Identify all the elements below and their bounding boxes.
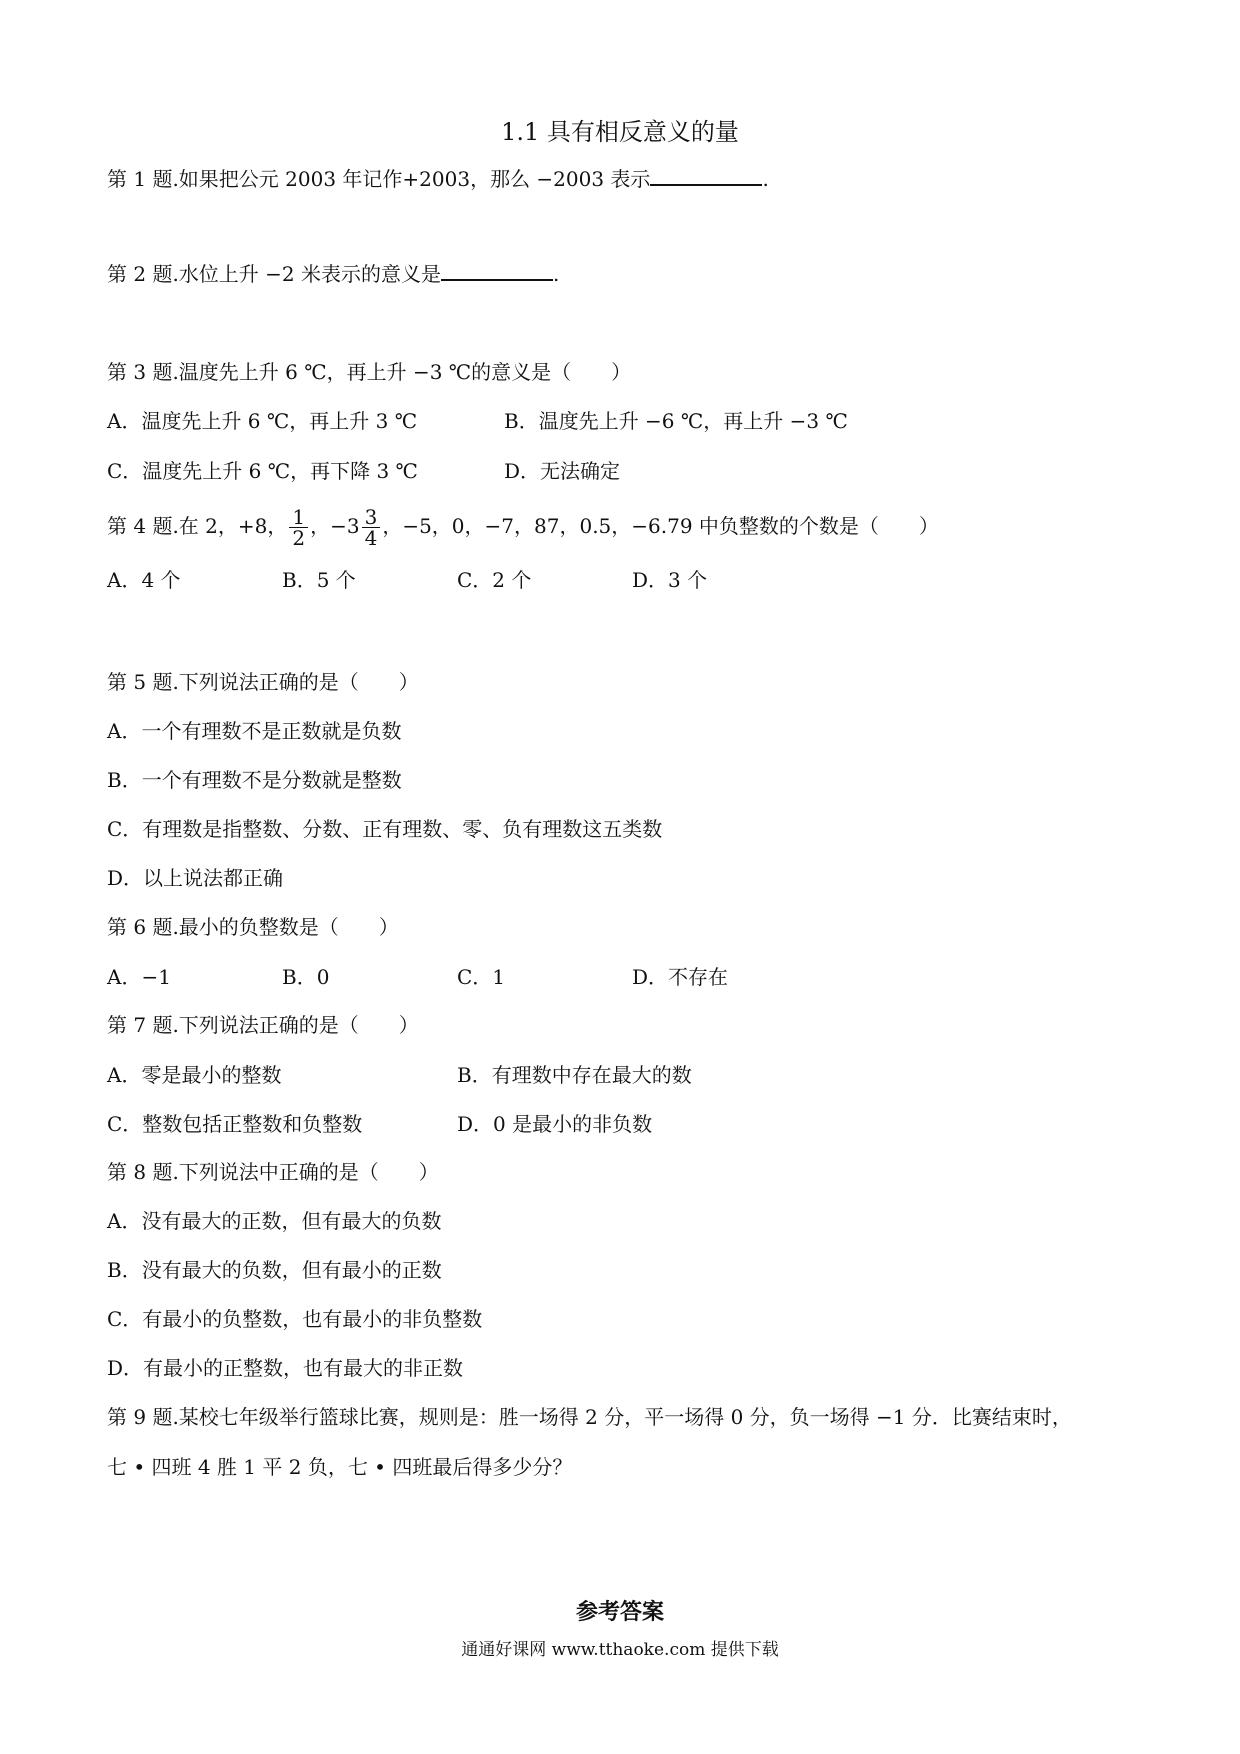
question-1-end: . — [762, 167, 769, 191]
fraction — [289, 507, 308, 548]
option-a: A．零是最小的整数 — [107, 1063, 282, 1087]
question-3: 第 3 题.温度先上升 6 ℃，再上升 −3 ℃的意义是（ ） — [107, 360, 632, 384]
option-a: A．一个有理数不是正数就是负数 — [107, 719, 402, 743]
fraction-numerator: 1 — [289, 507, 308, 528]
option-c: C．整数包括正整数和负整数 — [107, 1112, 363, 1136]
option-d: D．0 是最小的非负数 — [457, 1112, 653, 1136]
question-4 — [107, 496, 939, 556]
option-d: D．3 个 — [632, 568, 708, 592]
option-a: A．4 个 — [107, 568, 181, 592]
option-c: C．有最小的负整数，也有最小的非负整数 — [107, 1307, 483, 1331]
option-d: D．有最小的正整数，也有最大的非正数 — [107, 1356, 464, 1380]
question-9-line-1: 第 9 题.某校七年级举行篮球比赛，规则是：胜一场得 2 分，平一场得 0 分，负一场得 −1 分．比赛结束时， — [107, 1405, 1072, 1429]
option-b: B．0 — [282, 965, 330, 989]
option-c: C．有理数是指整数、分数、正有理数、零、负有理数这五类数 — [107, 817, 663, 841]
option-d: D．不存在 — [632, 965, 729, 989]
question-4-suffix: ，−5，0，−7，87，0.5，−6.79 中负整数的个数是（ ） — [382, 514, 939, 538]
option-c: C．1 — [457, 965, 506, 989]
answer-blank — [650, 166, 762, 186]
question-4-mid: ，−3 — [310, 514, 360, 538]
option-a: A．−1 — [107, 965, 171, 989]
question-1-text: 第 1 题.如果把公元 2003 年记作+2003，那么 −2003 表示 — [107, 167, 651, 191]
question-2-text: 第 2 题.水位上升 −2 米表示的意义是 — [107, 262, 441, 286]
question-5: 第 5 题.下列说法正确的是（ ） — [107, 670, 419, 694]
question-2 — [107, 259, 559, 289]
question-7: 第 7 题.下列说法正确的是（ ） — [107, 1013, 419, 1037]
option-d: D．无法确定 — [504, 459, 621, 483]
option-a: A．没有最大的正数，但有最大的负数 — [107, 1209, 442, 1233]
answer-section-title: 参考答案 — [575, 1599, 664, 1625]
option-c: C．温度先上升 6 ℃，再下降 3 ℃ — [107, 459, 418, 483]
fraction — [362, 507, 381, 548]
answer-blank — [441, 261, 553, 281]
question-9-line-2: 七 • 四班 4 胜 1 平 2 负，七 • 四班最后得多少分？ — [107, 1455, 573, 1479]
option-b: B．一个有理数不是分数就是整数 — [107, 768, 402, 792]
option-a: A．温度先上升 6 ℃，再上升 3 ℃ — [107, 409, 418, 433]
fraction-numerator: 3 — [362, 507, 381, 528]
option-b: B．没有最大的负数，但有最小的正数 — [107, 1258, 442, 1282]
option-b: B．有理数中存在最大的数 — [457, 1063, 692, 1087]
question-8: 第 8 题.下列说法中正确的是（ ） — [107, 1160, 439, 1184]
option-d: D．以上说法都正确 — [107, 866, 284, 890]
question-2-end: . — [553, 262, 560, 286]
question-4-prefix: 第 4 题.在 2，+8， — [107, 514, 288, 538]
question-6: 第 6 题.最小的负整数是（ ） — [107, 915, 399, 939]
option-b: B．温度先上升 −6 ℃，再上升 −3 ℃ — [504, 409, 848, 433]
footer-watermark: 通通好课网 www.tthaoke.com 提供下载 — [461, 1640, 779, 1660]
fraction-denominator: 4 — [364, 526, 378, 550]
question-1 — [107, 164, 769, 194]
page-title: 1.1 具有相反意义的量 — [501, 118, 739, 146]
fraction-denominator: 2 — [292, 526, 306, 550]
option-c: C．2 个 — [457, 568, 532, 592]
option-b: B．5 个 — [282, 568, 356, 592]
